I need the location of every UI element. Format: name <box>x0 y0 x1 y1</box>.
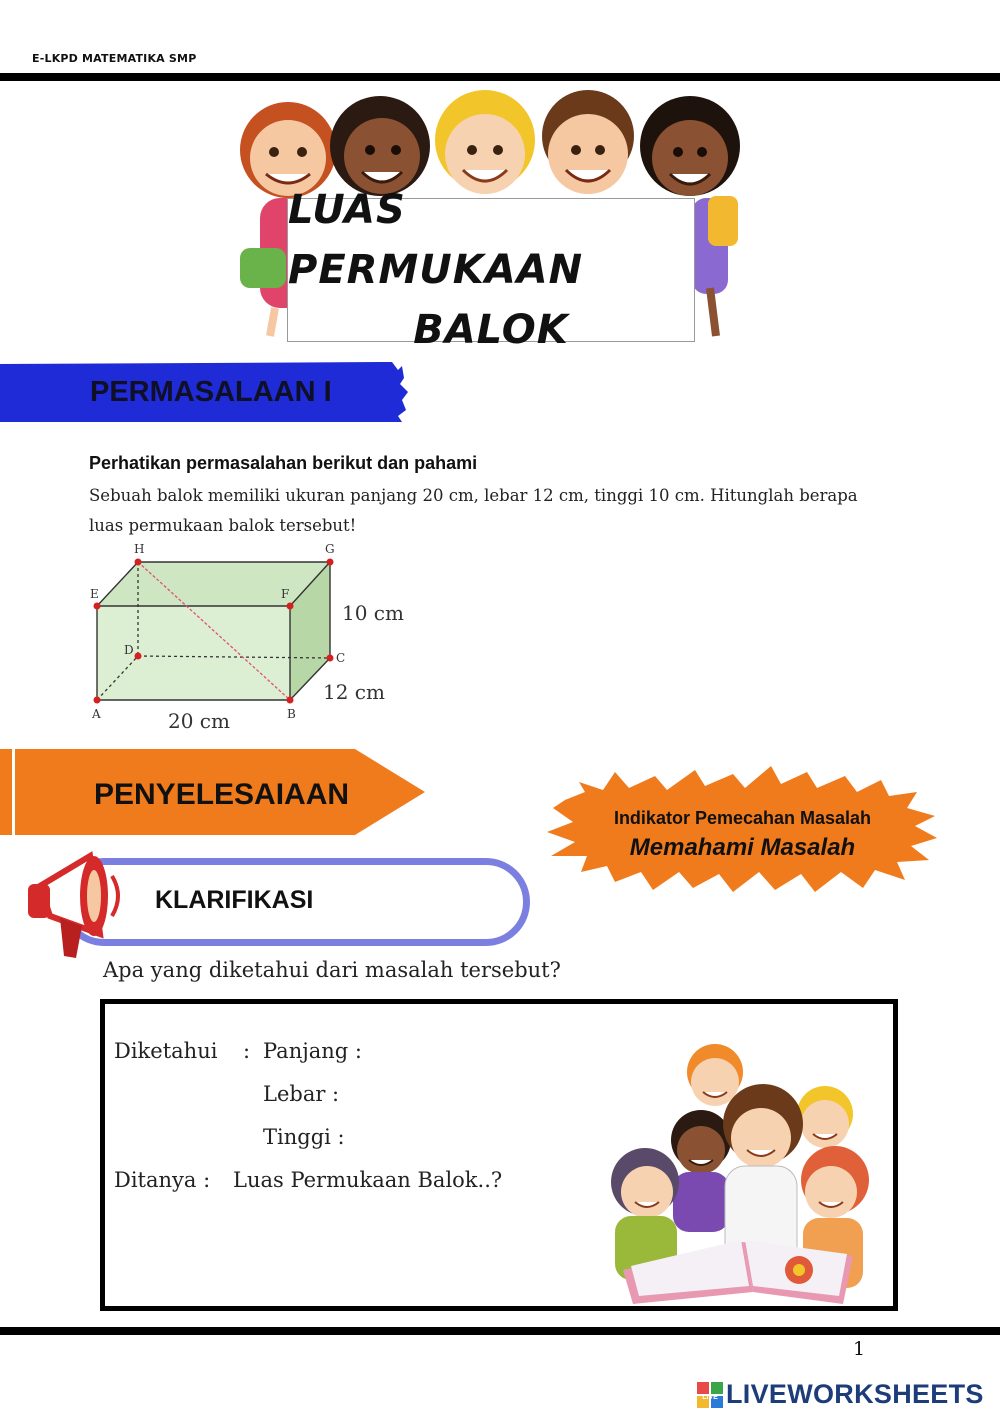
kid-4-icon <box>542 90 634 194</box>
megaphone-icon <box>20 846 140 966</box>
vertex-label-d: D <box>124 643 134 657</box>
width-dimension-label: 12 cm <box>323 680 385 704</box>
known-label: Diketahui <box>114 1039 218 1063</box>
liveworksheets-mark-icon <box>697 1382 723 1408</box>
page-number: 1 <box>853 1338 866 1360</box>
orange-splash-badge <box>545 762 940 897</box>
indicator-subtitle: Memahami Masalah <box>629 834 856 861</box>
worksheet-header-label: E-LKPD MATEMATIKA SMP <box>32 52 197 65</box>
top-divider <box>0 73 1000 81</box>
section-title-permasalahan: PERMASALAAN I <box>90 376 332 408</box>
vertex-label-e: E <box>90 587 99 601</box>
vertex-label-h: H <box>134 542 145 556</box>
problem-heading: Perhatikan permasalahan berikut dan pahami <box>89 453 478 473</box>
liveworksheets-wordmark: LIVEWORKSHEETS <box>726 1379 984 1409</box>
known-colon: : <box>243 1039 251 1063</box>
asked-label: Ditanya : <box>114 1168 211 1192</box>
student-right-top-icon <box>797 1086 853 1148</box>
problem-text: Sebuah balok memiliki ukuran panjang 20 cm, lebar 12 cm, tinggi 10 cm. Hitunglah berapa luas permukaan balok tersebut! <box>89 486 858 535</box>
worksheet-title-line-1: LUAS PERMUKAAN <box>288 187 584 293</box>
cuboid-figure <box>80 538 440 738</box>
height-dimension-label: 10 cm <box>342 601 404 625</box>
worksheet-title-line-2: BALOK <box>413 307 569 353</box>
teacher-students-illustration <box>603 1042 893 1304</box>
section-title-penyelesaian: PENYELESAIAAN <box>94 778 350 811</box>
worksheet-title-card <box>287 187 695 353</box>
panjang-field[interactable]: Panjang : <box>263 1039 362 1063</box>
kid-3-icon <box>435 90 535 194</box>
klarifikasi-label: KLARIFIKASI <box>155 886 314 914</box>
vertex-label-c: C <box>336 651 346 665</box>
bottom-divider <box>0 1327 1000 1335</box>
indicator-title: Indikator Pemecahan Masalah <box>613 808 872 828</box>
vertex-label-b: B <box>287 707 296 721</box>
asked-value: Luas Permukaan Balok..? <box>233 1168 503 1192</box>
lebar-field[interactable]: Lebar : <box>263 1082 340 1106</box>
length-dimension-label: 20 cm <box>168 709 230 733</box>
vertex-label-a: A <box>92 707 101 721</box>
student-dark-icon <box>671 1110 731 1232</box>
svg-text:LIVE: LIVE <box>702 1393 718 1401</box>
tinggi-field[interactable]: Tinggi : <box>263 1125 345 1149</box>
question-text: Apa yang diketahui dari masalah tersebut? <box>103 958 561 982</box>
liveworksheets-logo[interactable] <box>697 1379 984 1410</box>
vertex-label-g: G <box>325 542 335 556</box>
vertex-label-f: F <box>281 587 290 601</box>
